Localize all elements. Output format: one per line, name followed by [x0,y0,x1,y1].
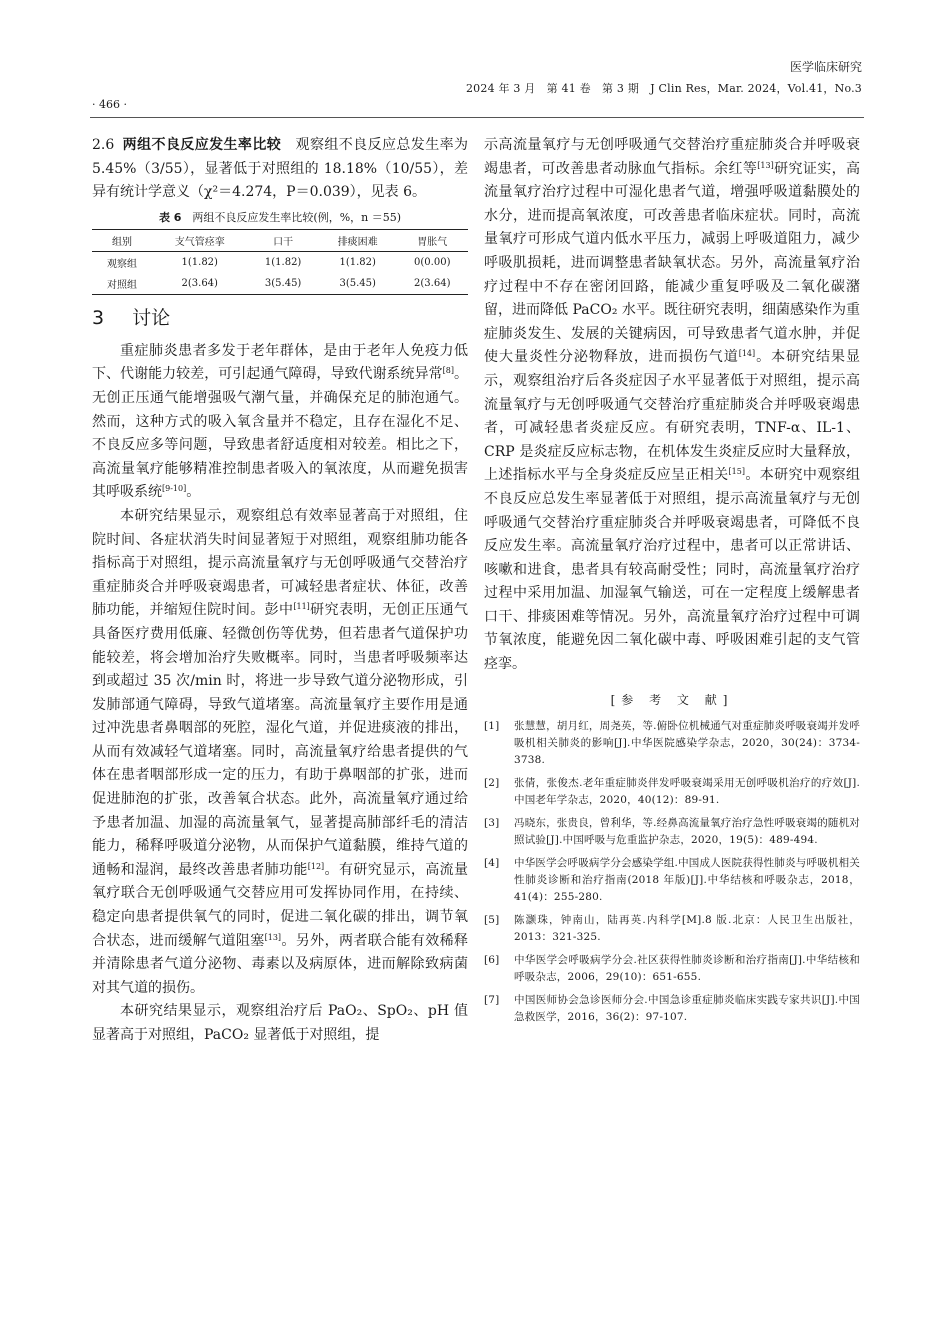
discussion-paragraph-1 [92,340,468,505]
reference-text: 中华医学会呼吸病学分会.社区获得性肺炎诊断和治疗指南[J].中华结核和呼吸杂志，2006，29(10)：651-655. [514,953,860,983]
citation: [11] [293,602,310,612]
issue-info: 2024 年 3 月 第 41 卷 第 3 期 J Clin Res，Mar. 2024，Vol.41，No.3 [465,82,862,95]
text-run: 。本研究中观察组不良反应总发生率显著低于对照组，提示高流量氧疗与无创呼吸通气交替治疗重症肺炎合并呼吸衰竭患者，可降低不良反应发生率。高流量氧疗治疗过程中，患者可以正常讲话、咳嗽和进食，患者具有较高耐受性；同时，高流量氧疗治疗过程中采用加温、加湿氧气输送，可在一定程度上缓解患者口干、排痰困难等情况。另外，高流量氧疗治疗过程中可调节氧浓度，能避免因二氧化碳中毒、呼吸困难引起的支气管痉挛。 [484,467,861,673]
right-column [484,134,860,1032]
reference-item [484,912,860,946]
text-run: 示高流量氧疗与无创呼吸通气交替治疗重症肺炎合并呼吸衰竭患者，可改善患者动脉血气指标。余红等 [484,137,860,177]
table-header: 口干 [273,236,294,248]
section-3-title: 讨论 [132,306,171,329]
references-title: [参 考 文 献] [610,692,734,707]
text-run: 本研究结果显示，观察组总有效率显著高于对照组，住院时间、各症状消失时间显著短于对照组，观察组肺功能各指标高于对照组，提示高流量氧疗与无创呼吸通气交替治疗重症肺炎合并呼吸衰竭患者，可减轻患者症状、体征，改善肺功能，并缩短住院时间。彭中 [92,507,468,619]
discussion-paragraph-3-cont [484,134,860,677]
journal-name: 医学临床研究 [789,60,862,74]
reference-text: 中华医学会呼吸病学分会感染学组.中国成人医院获得性肺炎与呼吸机相关性肺炎诊断和治疗指南(2018 年版)[J].中华结核和呼吸杂志，2018，41(4)：255-280. [514,856,860,903]
text-run: 研究证实，高流量氧疗治疗过程中可湿化患者气道，增强呼吸道黏膜处的水分，进而提高氧浓度，可改善患者临床症状。同时，高流量氧疗可形成气道内低水平压力，减弱上呼吸道阻力，减少呼吸肌损耗，进而调整患者缺氧状态。另外，高流量氧疗治疗过程中不存在密闭回路，能减少重复呼吸及二氧化碳潴留，进而降低 PaCO₂ 水平。既往研究表明，细菌感染作为重症肺炎发生、发展的关键病因，可导致患者气道水肿，并促使大量炎性分泌物释放，进而损伤气道 [484,160,861,366]
reference-item [484,855,860,906]
table-row [92,251,468,273]
table-header: 排痰困难 [337,236,378,248]
reference-list [484,718,860,1026]
table-cell: 3(5.45) [264,277,302,289]
table-cell: 1(1.82) [264,256,302,268]
text-run: 。另外，两者联合能有效稀释并清除患者气道分泌物、毒素以及病原体，进而解除致病菌对其气道的损伤。 [92,932,469,996]
text-run: 。有研究显示，高流量氧疗联合无创呼吸通气交替应用可发挥协同作用，在持续、稳定向患者提供氧气的同时，促进二氧化碳的排出，调节氧合状态，进而缓解气道阻塞 [92,861,469,949]
reference-text: 张倩，张俊杰.老年重症肺炎伴发呼吸衰竭采用无创呼吸机治疗的疗效[J].中国老年学杂志，2020，40(12)：89-91. [514,776,860,806]
reference-number: [5] [484,913,500,926]
table-cell: 2(3.64) [181,277,218,289]
section-text: 观察组不良反应总发生率为 5.45%（3/55），显著低于对照组的 18.18%（10/55），差异有统计学意义（χ²＝4.274，P＝0.039），见表 6。 [92,137,469,201]
table-label: 表 6 [158,210,182,224]
reference-item [484,815,860,849]
citation: [14] [738,349,756,359]
page-number: · 466 · [92,98,127,111]
reference-number: [4] [484,856,500,869]
reference-text: 张慧慧，胡月红，周尧英，等.俯卧位机械通气对重症肺炎呼吸衰竭并发呼吸机相关肺炎的影响[J].中华医院感染学杂志，2020，30(24)：3734-3738. [514,719,860,766]
table-header: 支气管痉挛 [174,236,225,248]
citation: [15] [728,467,745,477]
table-header: 胃胀气 [417,236,448,248]
table-cell: 观察组 [107,258,138,270]
left-column [92,134,468,1048]
section-title: 两组不良反应发生率比较 [122,137,282,153]
reference-item [484,992,860,1026]
text-run: 重症肺炎患者多发于老年群体，是由于老年人免疫力低下、代谢能力较差，可引起通气障碍，导致代谢系统异常 [92,342,468,383]
citation: [8] [442,366,454,376]
text-run: 。无创正压通气能增强吸气潮气量，并确保充足的肺泡通气。然而，这种方式的吸入氧含量并不稳定，且存在湿化不足、不良反应多等问题，导致患者舒适度相对较差。相比之下，高流量氧疗能够精准控制患者吸入的氧浓度，从而避免损害其呼吸系统 [92,366,469,501]
discussion-paragraph-2 [92,505,468,1000]
table-caption-text: 两组不良反应发生率比较(例，%，n ＝55) [192,210,402,224]
reference-number: [2] [484,776,500,789]
reference-text: 冯晓东，张贵良，曾利华，等.经鼻高流量氧疗治疗急性呼吸衰竭的随机对照试验[J].中国呼吸与危重监护杂志，2020，19(5)：489-494. [514,816,860,846]
reference-number: [6] [484,953,500,966]
table-row [92,273,468,295]
reference-item [484,952,860,986]
section-3-heading [92,303,468,330]
reference-text: 中国医师协会急诊医师分会.中国急诊重症肺炎临床实践专家共识[J].中国急救医学，2016，36(2)：97-107. [514,993,860,1023]
text-run: 研究表明，无创正压通气具备医疗费用低廉、轻微创伤等优势，但若患者气道保护功能较差，将会增加治疗失败概率。同时，当患者呼吸频率达到或超过 35 次/min 时，将进一步导致气道分泌物形成，引发肺部通气障碍，导致气道堵塞。高流量氧疗主要作用是通过冲洗患者鼻咽部的死腔，湿化气道，并促进痰液的排出，从而有效减轻气道堵塞。同时，高流量氧疗给患者提供的气体在患者咽部形成一定的压力，有助于鼻咽部的扩张，进而促进肺泡的扩张，改善氧合状态。此外，高流量氧疗通过给予患者加温、加湿的高流量氧气，显著提高肺部纤毛的清洁能力，稀释呼吸道分泌物，从而保护气道黏膜，维持气道的通畅和湿润，最终改善患者肺功能 [92,602,469,878]
text-run: 。 [186,484,201,501]
reference-number: [7] [484,993,500,1006]
table-header: 组别 [112,236,133,248]
citation: [12] [307,861,325,871]
table-cell: 1(1.82) [339,256,376,268]
table-cell: 0(0.00) [414,256,451,268]
section-2-6 [92,134,468,205]
section-3-number: 3 [92,306,105,329]
citation: [13] [757,160,774,170]
table-header-row [92,229,468,251]
reference-item [484,718,860,769]
citation: [9-10] [162,484,187,494]
discussion-paragraph-3: 本研究结果显示，观察组治疗后 PaO₂、SpO₂、pH 值显著高于对照组，PaCO₂ 显著低于对照组，提 [92,1003,468,1043]
reference-text: 陈灏珠，钟南山，陆再英.内科学[M].8 版.北京：人民卫生出版社，2013：321-325. [514,913,860,943]
table-cell: 对照组 [107,279,138,291]
citation: [13] [264,932,282,942]
adverse-reaction-table [92,229,468,295]
text-run: 。本研究结果显示，观察组治疗后各炎症因子水平显著低于对照组，提示高流量氧疗与无创呼吸通气交替治疗重症肺炎合并呼吸衰竭患者，可减轻患者炎症反应。有研究表明，TNF-α、IL-1、CRP 是炎症反应标志物，在机体发生炎症反应时大量释放，上述指标水平与全身炎症反应呈正相关 [484,349,861,484]
header-rule [90,117,864,118]
section-number: 2.6 [92,137,115,153]
table-cell: 2(3.64) [414,277,451,289]
table-cell: 3(5.45) [339,277,376,289]
table-caption [92,209,468,225]
reference-item [484,775,860,809]
reference-number: [1] [484,719,500,732]
reference-number: [3] [484,816,500,829]
table-cell: 1(1.82) [181,256,218,268]
